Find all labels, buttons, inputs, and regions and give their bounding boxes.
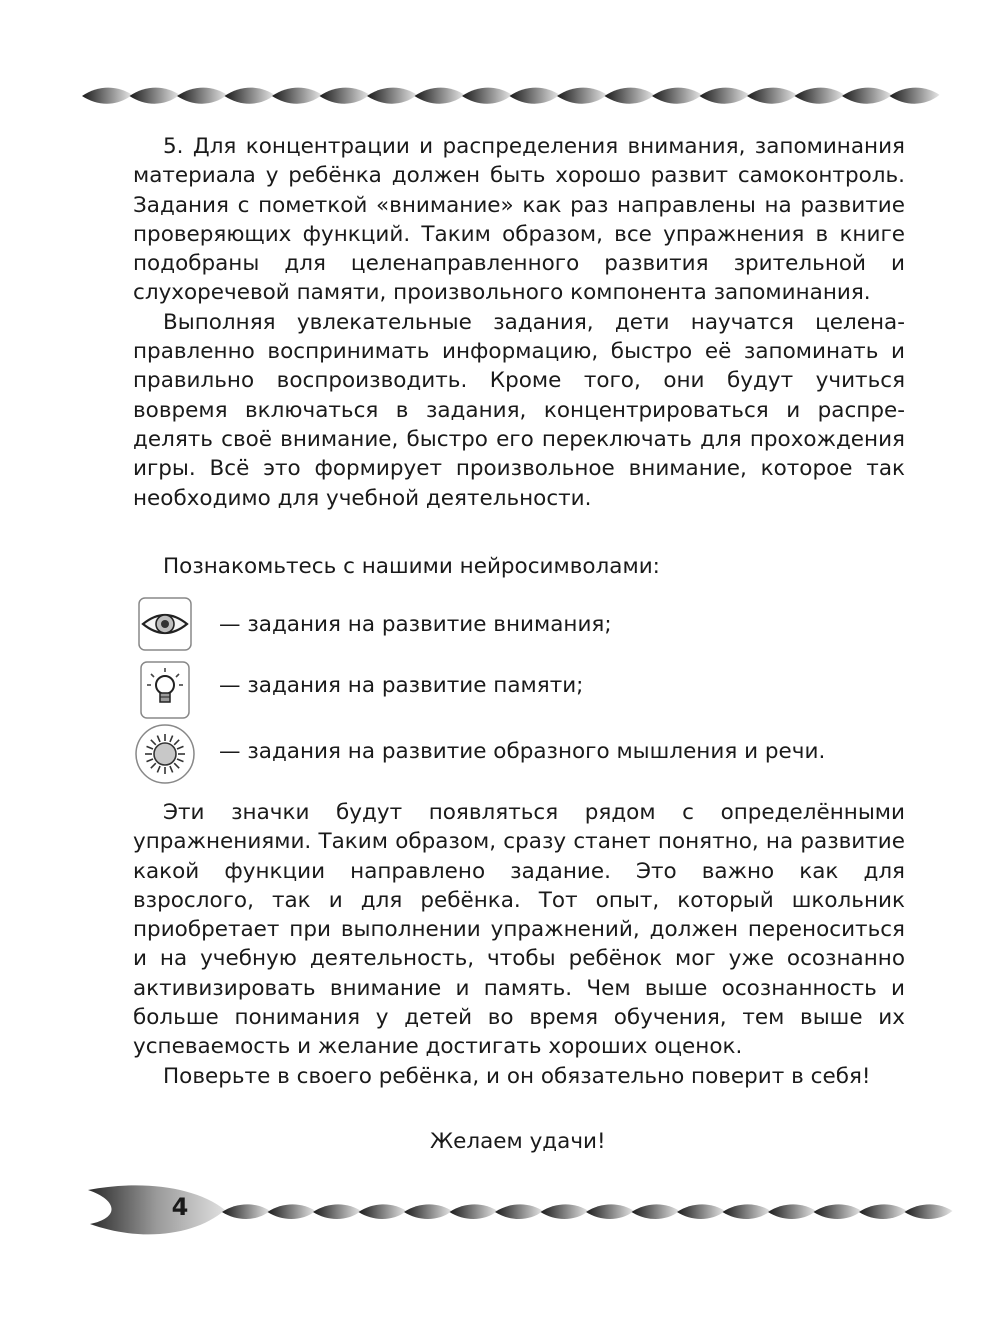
border-leaf	[272, 88, 322, 104]
text-block-upper	[133, 132, 905, 513]
symbol-label-memory: — задания на развитие памяти;	[219, 673, 584, 698]
border-leaf	[495, 1204, 543, 1219]
border-leaf	[768, 1204, 816, 1219]
border-leaf	[890, 88, 940, 104]
paragraph-icons-explained: Эти значки будут появляться рядом с определёнными упражнениями. Таким образом, сразу станет понятно, на развитие какой функции направлено задание. Это важно как для взрослого, так и для ребёнка. Тот опыт, который школьник приобретает при выполнении упражнений, должен переноситься и на учебную деятельность, чтобы ребёнок мог уже осознанно активизировать внимание и память. Чем выше осознанность и больше понимания у детей во время обучения, тем выше их успеваемость и желание достигать хороших оценок.	[133, 800, 905, 1060]
paragraph-self-control: 5. Для концентрации и распределения внимания, запоминания материала у ребёнка должен быть хорошо развит самоконтроль. Задания с пометкой «внимание» как раз направлены на развитие проверяющих функций. Таким образом, все упражнения в книге подобраны для целенаправленного развития зрительной и слухоречевой памяти, произвольного компонента запоминания.	[133, 134, 905, 306]
border-leaf	[605, 88, 655, 104]
symbol-row-thinking	[133, 722, 913, 786]
border-leaf	[859, 1204, 907, 1219]
border-leaf	[905, 1204, 953, 1219]
symbol-row-attention	[133, 594, 913, 658]
border-leaf	[177, 88, 227, 104]
border-leaf	[586, 1204, 634, 1219]
border-leaf	[268, 1204, 316, 1219]
paragraph-believe: Поверьте в своего ребёнка, и он обязательно поверит в себя!	[163, 1063, 871, 1089]
border-leaf	[225, 88, 275, 104]
border-leaf	[450, 1204, 498, 1219]
border-leaf	[632, 1204, 680, 1219]
symbols-intro: Познакомьтесь с нашими нейросимволами:	[163, 554, 660, 579]
border-leaf	[510, 88, 560, 104]
border-leaf	[222, 1204, 270, 1219]
symbol-label-attention: — задания на развитие внимания;	[219, 612, 612, 637]
lightbulb-icon	[133, 658, 197, 722]
border-leaf	[723, 1204, 771, 1219]
border-leaf	[677, 1204, 725, 1219]
text-block-lower	[133, 798, 905, 1091]
sun-icon	[133, 722, 197, 786]
border-leaf	[557, 88, 607, 104]
paragraph-engaging-tasks: Выполняя увлекательные задания, дети научатся целенаправленно воспринимать информацию, быстро её запоминать и правильно воспроизводить. Кроме того, они будут учиться вовремя включаться в задания, концентрироваться и распределять своё внимание, быстро его переключать для прохождения игры. Всё это формирует произвольное внимание, которое так необходимо для учебной деятельности.	[133, 309, 905, 511]
border-leaf	[359, 1204, 407, 1219]
border-leaf	[462, 88, 512, 104]
border-leaf	[415, 88, 465, 104]
border-leaf	[541, 1204, 589, 1219]
border-leaf	[320, 88, 370, 104]
border-leaf	[313, 1204, 361, 1219]
page-number-leaf	[88, 1185, 225, 1234]
decorative-leaf-border-bottom	[0, 1176, 1000, 1246]
border-leaf	[652, 88, 702, 104]
border-leaf	[842, 88, 892, 104]
border-leaf	[795, 88, 845, 104]
border-leaf	[367, 88, 417, 104]
closing-wish: Желаем удачи!	[430, 1129, 606, 1154]
border-leaf	[82, 88, 132, 104]
border-leaf	[747, 88, 797, 104]
border-leaf	[814, 1204, 862, 1219]
border-leaf	[404, 1204, 452, 1219]
border-leaf	[700, 88, 750, 104]
eye-icon	[133, 594, 197, 658]
decorative-leaf-border-top	[0, 76, 1000, 112]
symbol-row-memory	[133, 658, 913, 722]
page-number: 4	[171, 1193, 189, 1221]
symbol-label-thinking: — задания на развитие образного мышления и речи.	[219, 739, 826, 764]
border-leaf	[130, 88, 180, 104]
